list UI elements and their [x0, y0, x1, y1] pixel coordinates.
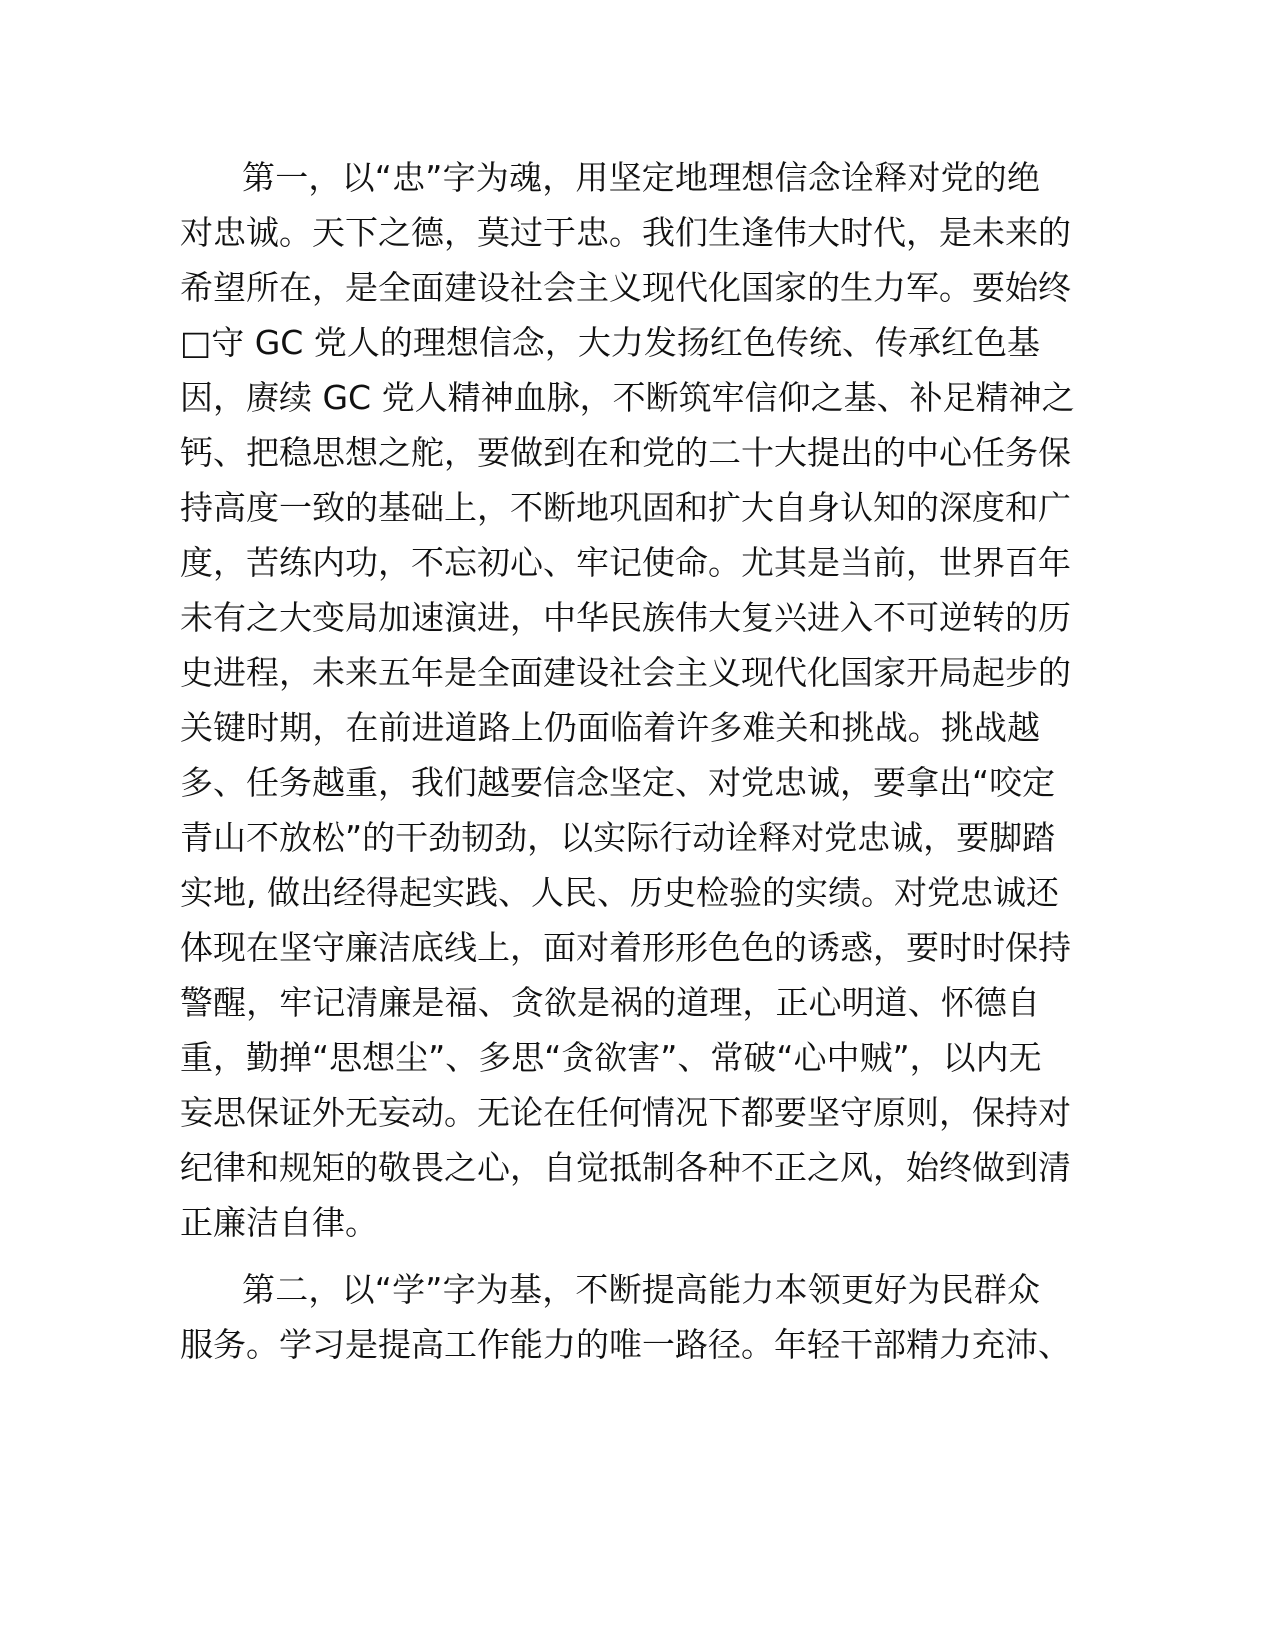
text-line: 关键时期，在前进道路上仍面临着许多难关和挑战。挑战越: [180, 708, 1040, 747]
text-line: 青山不放松”的干劲韧劲，以实际行动诠释对党忠诚，要脚踏: [180, 818, 1056, 857]
paragraph-2: [180, 1262, 1071, 1372]
text-line: 未有之大变局加速演进，中华民族伟大复兴进入不可逆转的历: [180, 598, 1071, 637]
text-line: 史进程，未来五年是全面建设社会主义现代化国家开局起步的: [180, 653, 1071, 692]
text-line: 持高度一致的基础上，不断地巩固和扩大自身认知的深度和广: [180, 488, 1071, 527]
text-line: 警醒，牢记清廉是福、贪欲是祸的道理，正心明道、怀德自: [180, 983, 1040, 1022]
text-line: 正廉洁自律。: [180, 1203, 378, 1242]
text-line: 钙、把稳思想之舵，要做到在和党的二十大提出的中心任务保: [180, 433, 1071, 472]
text-line: 重，勤掸“思想尘”、多思“贪欲害”、常破“心中贼”，以内无: [180, 1038, 1042, 1077]
text-line: 体现在坚守廉洁底线上，面对着形形色色的诱惑，要时时保持: [180, 928, 1071, 967]
text-line: □守 GC 党人的理想信念，大力发扬红色传统、传承红色基: [180, 323, 1040, 362]
text-line: 希望所在，是全面建设社会主义现代化国家的生力军。要始终: [180, 268, 1071, 307]
paragraph-1: [180, 150, 1075, 1250]
text-line: 妄思保证外无妄动。无论在任何情况下都要坚守原则，保持对: [180, 1093, 1071, 1132]
text-line: 度，苦练内功，不忘初心、牢记使命。尤其是当前，世界百年: [180, 543, 1071, 582]
text-line: 第一，以“忠”字为魂，用坚定地理想信念诠释对党的绝: [242, 158, 1040, 197]
text-line: 纪律和规矩的敬畏之心，自觉抵制各种不正之风，始终做到清: [180, 1148, 1071, 1187]
text-line: 对忠诚。天下之德，莫过于忠。我们生逢伟大时代，是未来的: [180, 213, 1071, 252]
document-body: [180, 150, 1075, 1372]
text-line: 第二，以“学”字为基，不断提高能力本领更好为民群众: [242, 1270, 1040, 1309]
text-line: 多、任务越重，我们越要信念坚定、对党忠诚，要拿出“咬定: [180, 763, 1056, 802]
text-line: 实地, 做出经得起实践、人民、历史检验的实绩。对党忠诚还: [180, 873, 1059, 912]
text-line: 服务。学习是提高工作能力的唯一路径。年轻干部精力充沛、: [180, 1325, 1071, 1364]
paragraph-spacer: [180, 1250, 1040, 1262]
text-line: 因，赓续 GC 党人精神血脉，不断筑牢信仰之基、补足精神之: [180, 378, 1075, 417]
